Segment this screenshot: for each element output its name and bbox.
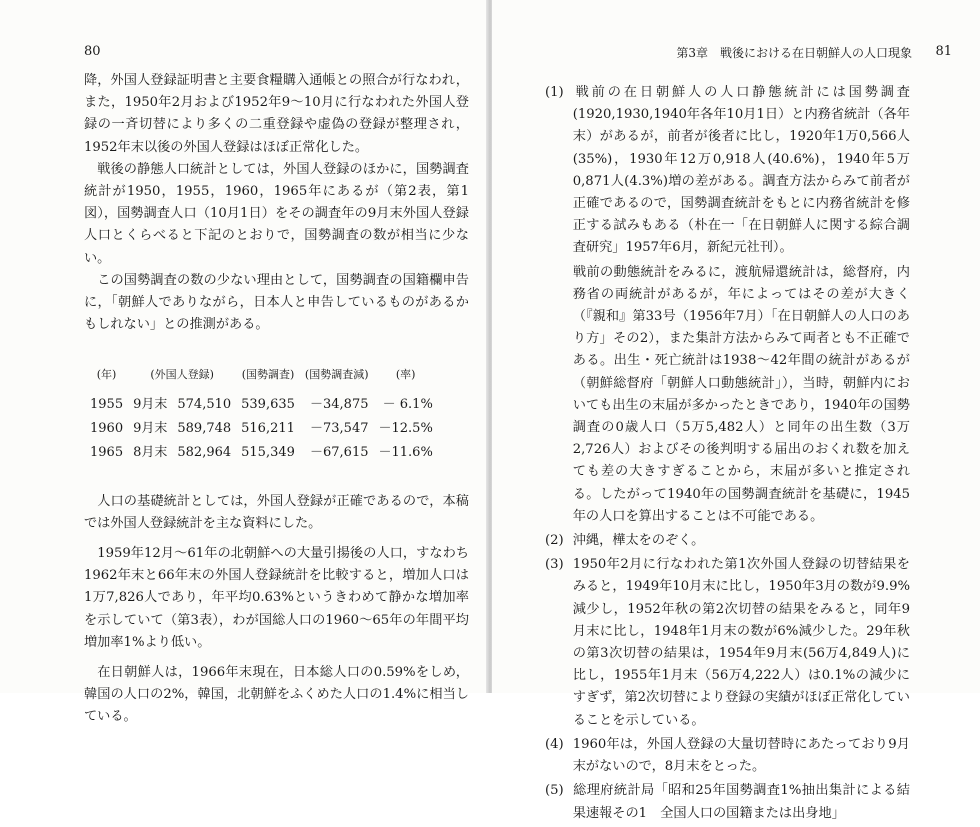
table-cell: 8月末: [133, 444, 168, 460]
table-cell: 589,748: [177, 420, 232, 436]
table-row: [90, 393, 443, 417]
table-cell: 574,510: [177, 396, 232, 412]
table-row: [90, 441, 443, 465]
table-cell: 516,211: [241, 420, 295, 436]
paragraph: 降，外国人登録証明書と主要食糧購入通帳との照合が行なわれ，また，1950年2月および1952年9～10月に行なわれた外国人登録の一斉切替により多くの二重登録や虚偽の登録が整理され，1952年末以後の外国人登録はほぼ正常化した。: [84, 73, 469, 155]
footnote: [545, 780, 910, 824]
census-comparison-table: [90, 364, 443, 464]
footnote-marker: (4): [545, 736, 564, 752]
paragraph: この国勢調査の数の少ない理由として，国勢調査の国籍欄申告に，「朝鮮人でありながら，日本人と申告しているものがあるかもしれない」との推測がある。: [84, 272, 469, 333]
footnote: [545, 262, 910, 528]
footnote: [545, 554, 910, 732]
footnote-text: 戦前の動態統計をみるに，渡航帰還統計は，総督府，内務省の両統計があるが，年によってはその差が大きく（『親和』第33号（1956年7月）「在日朝鮮人の人口のあり方」その2），また集計方法からみて両者とも不正確である。出生・死亡統計は1938～42年間の統計があるが（朝鮮総督府「朝鮮人口動態統計」），当時，朝鮮内においても出生の末届が多かったときであり，1940年の国勢調査の0歳人口（5万5,482人）と同年の出生数（3万2,726人）およびその後判明する届出のおくれ数を加えても差の大きすぎることから，末届が多いと推定される。したがって1940年の国勢調査統計を基礎に，1945年の人口を算出することは不可能である。: [572, 264, 910, 524]
table-cell: 9月末: [133, 396, 168, 412]
table-cell: － 6.1%: [382, 396, 433, 412]
footnote-text: 戦前の在日朝鮮人の人口静態統計には国勢調査(1920,1930,1940年各年10月1日）と内務省統計（各年末）があるが，前者が後者に比し，1920年1万0,566人(35%)，1930年12万0,918人(40.6%)，1940年5万0,871人(4.3%)増の差がある。調査方法からみて前者が正確であるので，国勢調査統計をもとに内務省統計を修正する試みもある（朴在一「在日朝鮮人に関する綜合調査研究」1957年6月，新紀元社刊）。: [572, 85, 910, 256]
table-cell: －12.5%: [378, 420, 433, 436]
paragraph: 1959年12月～61年の北朝鮮への大量引揚後の人口，すなわち1962年末と66年末の外国人登録統計を比較すると，増加人口は1万7,826人であり，年平均0.63%というきわめて静かな増加率を示していて（第3表），わが国総人口の1960～65年の年間平均増加率1%より低い。: [84, 546, 469, 650]
table-cell: －11.6%: [378, 444, 433, 460]
table-cell: －34,875: [310, 396, 369, 412]
footnote-marker: (1): [545, 85, 564, 100]
table-cell: 582,964: [177, 444, 232, 460]
footnotes: [545, 82, 910, 827]
left-body: [84, 70, 469, 729]
footnote-text: 1960年は，外国人登録の大量切替時にあたっており9月末がないので，8月末をとった。: [572, 736, 910, 775]
footnote: [545, 530, 910, 552]
footnote-marker: (3): [545, 557, 564, 573]
footnote-marker: (5): [545, 783, 564, 799]
left-page-number: 80: [84, 44, 101, 59]
right-page-number: 81: [935, 44, 952, 59]
footnote: [545, 82, 910, 260]
table-cell: 539,635: [241, 396, 295, 412]
running-head: 第3章 戦後における在日朝鮮人の人口現象: [676, 46, 912, 60]
table-header-row: [90, 364, 443, 392]
table-cell: －67,615: [310, 444, 369, 460]
table-header-cell: (国勢調査): [241, 368, 295, 382]
footnote-text: 1950年2月に行なわれた第1次外国人登録の切替結果をみると，1949年10月末に比し，1950年3月の数が9.9%減少し，1952年秋の第2次切替の結果をみると，同年9月末に比し，1948年1月末の数が6%減少した。29年秋の第3次切替の結果は，1954年9月末(56万4,849人)に比し，1955年1月末（56万4,222人）は0.1%の減少にすぎず，第2次切替により登録の実績がほぼ正常化していることを示している。: [572, 557, 910, 728]
table-cell: 1955: [90, 396, 124, 412]
table-header-cell: (外国人登録): [150, 368, 214, 382]
table-header-cell: (年): [96, 368, 117, 382]
table-cell: 9月末: [133, 420, 168, 436]
paragraph: 在日朝鮮人は，1966年末現在，日本総人口の0.59%をしめ，韓国の人口の2%，韓国，北朝鮮をふくめた人口の1.4%に相当している。: [84, 665, 469, 725]
paragraph: 人口の基礎統計としては，外国人登録が正確であるので，本稿では外国人登録統計を主な資料にした。: [84, 493, 469, 531]
footnote-text: 総理府統計局「昭和25年国勢調査1%抽出集計による結果速報その1 全国人口の国籍または出身地」: [572, 783, 910, 821]
table-cell: －73,547: [310, 420, 369, 436]
table-header-cell: (国勢調査減): [304, 368, 369, 382]
table-cell: 1965: [90, 444, 124, 460]
table-cell: 1960: [90, 420, 124, 436]
footnote-marker: (2): [545, 533, 564, 549]
table-header-cell: (率): [395, 368, 416, 382]
footnote-text: 沖縄，樺太をのぞく。: [572, 533, 705, 549]
table-cell: 515,349: [241, 444, 295, 460]
paragraph: 戦後の静態人口統計としては，外国人登録のほかに，国勢調査統計が1950，1955，1960，1965年にあるが（第2表，第1図），国勢調査人口（10月1日）をその調査年の9月末外国人登録人口とくらべると下記のとおりで，国勢調査の数が相当に少ない。: [84, 161, 469, 266]
left-page: [0, 0, 488, 725]
footnote: [545, 734, 910, 778]
table-row: [90, 417, 443, 441]
